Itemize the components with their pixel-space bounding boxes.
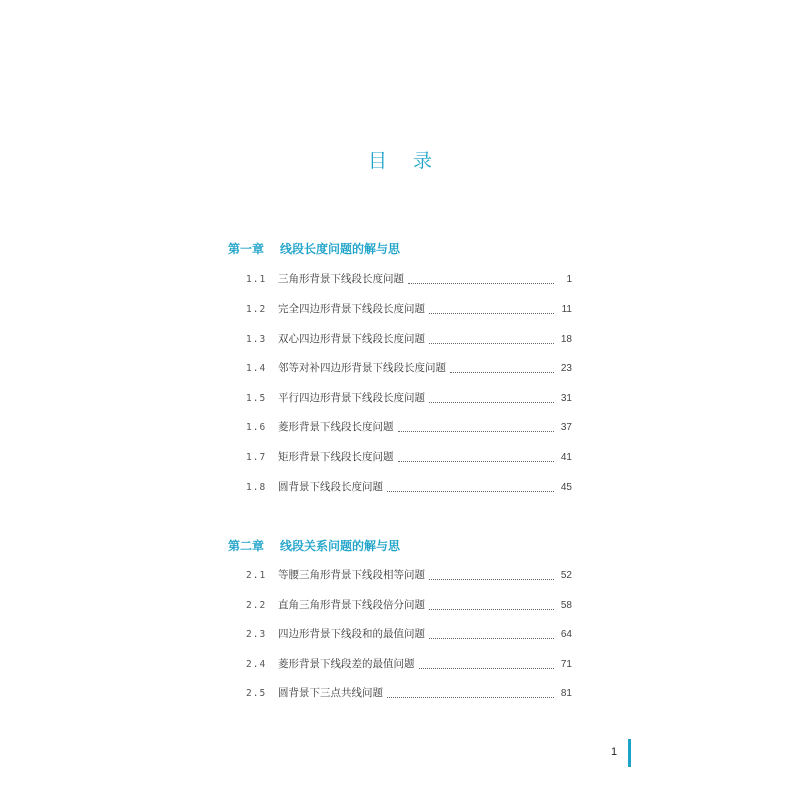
chapter-heading (228, 240, 400, 257)
page-number: 45 (560, 482, 572, 493)
leader-dots (398, 461, 555, 462)
section-number: 1.4 (246, 363, 267, 374)
section-title: 直角三角形背景下线段倍分问题 (278, 599, 425, 611)
page-number: 81 (560, 688, 572, 699)
leader-dots (408, 283, 554, 284)
section-title: 菱形背景下线段长度问题 (278, 421, 394, 433)
section-title: 菱形背景下线段差的最值问题 (278, 658, 415, 670)
page-number: 23 (560, 363, 572, 374)
leader-dots (398, 431, 555, 432)
section-number: 2.2 (246, 600, 267, 611)
section-number: 1.3 (246, 334, 267, 345)
folio-accent-bar (628, 739, 631, 767)
section-title: 矩形背景下线段长度问题 (278, 451, 394, 463)
section-number: 1.5 (246, 393, 267, 404)
section-number: 1.2 (246, 304, 267, 315)
chapter-number: 第一章 (228, 242, 265, 256)
toc-entry[interactable] (246, 360, 572, 376)
page-number: 31 (560, 393, 572, 404)
page-number: 71 (560, 659, 572, 670)
chapter-title: 线段长度问题的解与思 (280, 242, 401, 256)
toc-entry[interactable] (246, 656, 572, 672)
toc-entry[interactable] (246, 449, 572, 465)
page-number: 52 (560, 570, 572, 581)
section-number: 1.6 (246, 422, 267, 433)
page-folio: 1 (611, 746, 618, 758)
section-number: 2.3 (246, 629, 267, 640)
leader-dots (450, 372, 554, 373)
leader-dots (429, 313, 554, 314)
toc-entry[interactable] (246, 479, 572, 495)
section-number: 2.5 (246, 688, 267, 699)
section-title: 圆背景下三点共线问题 (278, 687, 383, 699)
toc-entry[interactable] (246, 685, 572, 701)
section-title: 三角形背景下线段长度问题 (278, 273, 404, 285)
leader-dots (429, 609, 554, 610)
leader-dots (429, 638, 554, 639)
leader-dots (429, 579, 554, 580)
page-number: 37 (560, 422, 572, 433)
section-title: 平行四边形背景下线段长度问题 (278, 392, 425, 404)
page-number: 1 (566, 274, 572, 285)
leader-dots (429, 402, 554, 403)
page-number: 64 (560, 629, 572, 640)
toc-entry[interactable] (246, 419, 572, 435)
page-number: 11 (561, 304, 572, 315)
section-number: 2.1 (246, 570, 267, 581)
toc-entry[interactable] (246, 390, 572, 406)
section-title: 完全四边形背景下线段长度问题 (278, 303, 425, 315)
chapter-title: 线段关系问题的解与思 (280, 539, 401, 553)
section-title: 四边形背景下线段和的最值问题 (278, 628, 425, 640)
chapter-number: 第二章 (228, 539, 265, 553)
section-number: 1.8 (246, 482, 267, 493)
section-title: 等腰三角形背景下线段相等问题 (278, 569, 425, 581)
section-number: 1.1 (246, 274, 267, 285)
toc-entry[interactable] (246, 626, 572, 642)
section-title: 圆背景下线段长度问题 (278, 481, 383, 493)
section-number: 2.4 (246, 659, 267, 670)
toc-entry[interactable] (246, 271, 572, 287)
section-title: 邻等对补四边形背景下线段长度问题 (278, 362, 446, 374)
leader-dots (387, 491, 554, 492)
toc-entry[interactable] (246, 597, 572, 613)
leader-dots (429, 343, 554, 344)
page-number: 41 (560, 452, 572, 463)
toc-entry[interactable] (246, 301, 572, 317)
chapter-heading (228, 537, 400, 554)
section-number: 1.7 (246, 452, 267, 463)
page-title: 目录 (367, 150, 458, 172)
toc-entry[interactable] (246, 567, 572, 583)
page-number: 58 (560, 600, 572, 611)
section-title: 双心四边形背景下线段长度问题 (278, 333, 425, 345)
page-number: 18 (560, 334, 572, 345)
leader-dots (387, 697, 554, 698)
toc-entry[interactable] (246, 331, 572, 347)
leader-dots (419, 668, 555, 669)
